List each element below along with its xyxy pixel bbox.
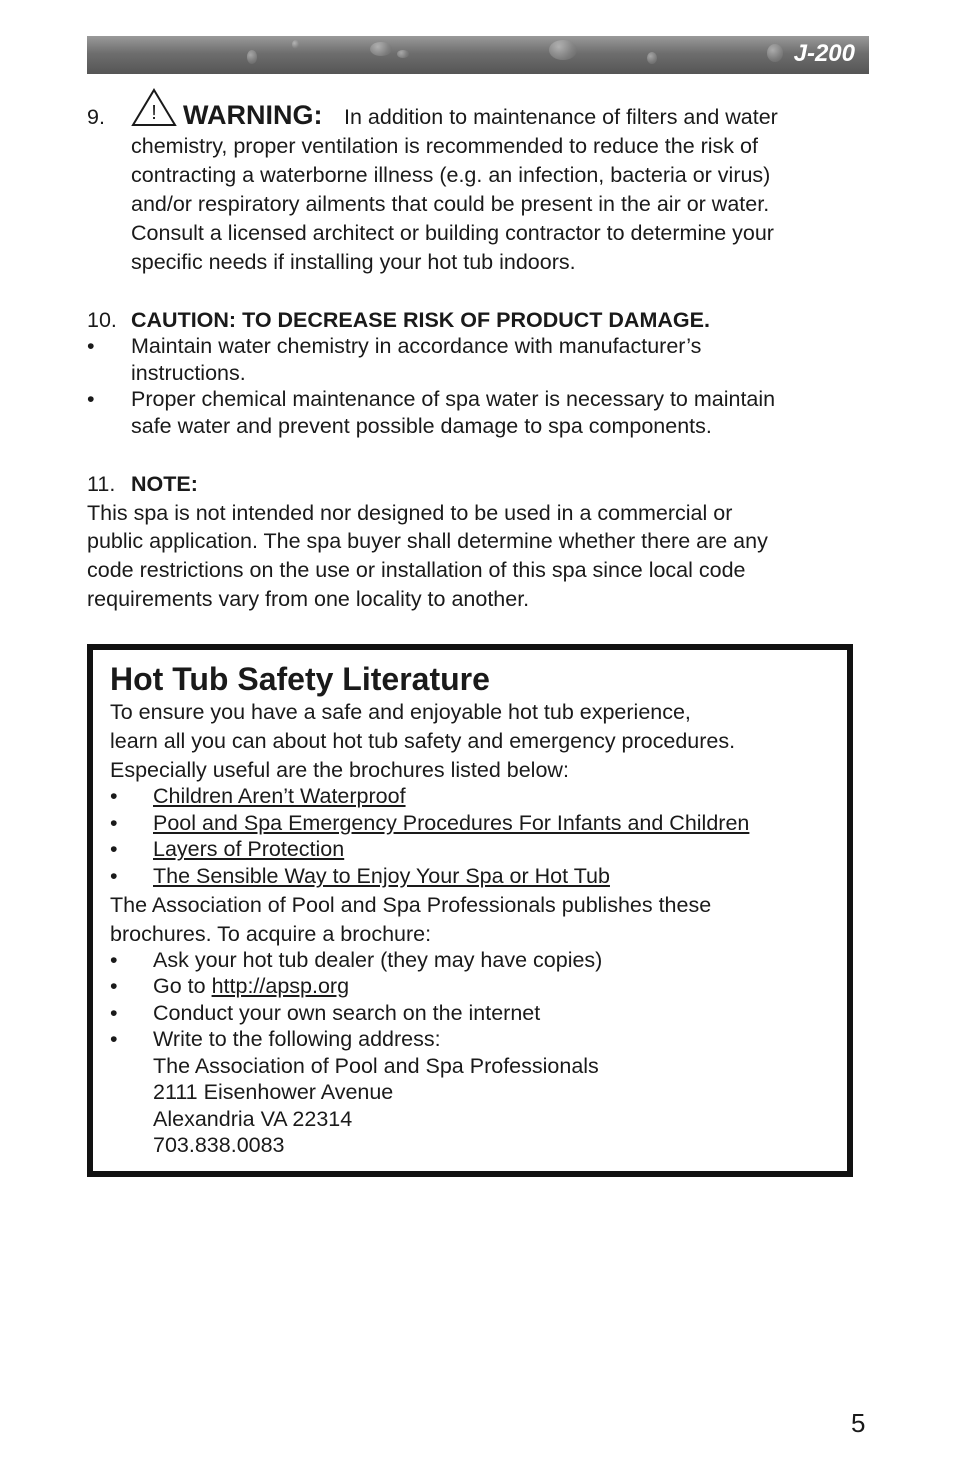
water-drop-decoration [647,52,657,64]
warning-triangle-icon [131,88,177,128]
brochure-link[interactable]: Layers of Protection [153,837,345,861]
warning-text-line: In addition to maintenance of filters and water [344,105,778,129]
bullet-marker: • [110,1027,118,1051]
apsp-website-link[interactable]: http://apsp.org [211,974,350,998]
caution-bullet-text: Maintain water chemistry in accordance with manufacturer’s [131,334,702,358]
acquire-option-dealer: Ask your hot tub dealer (they may have copies) [153,948,603,972]
address-line: 2111 Eisenhower Avenue [153,1080,394,1104]
water-drop-decoration [767,44,783,62]
page-number: 5 [851,1408,866,1438]
bullet-marker: • [110,811,118,835]
address-line: The Association of Pool and Spa Professionals [153,1054,599,1078]
bullet-marker: • [110,1001,118,1025]
warning-glyph: ! [151,102,157,124]
bullet-marker: • [110,948,118,972]
warning-label: WARNING: [183,100,323,130]
warning-text-line: contracting a waterborne illness (e.g. an infection, bacteria or virus) [131,163,771,187]
address-phone: 703.838.0083 [153,1133,285,1157]
bullet-marker: • [110,974,118,998]
note-text-line: public application. The spa buyer shall determine whether there are any [87,529,768,553]
note-text-line: code restrictions on the use or installation of this spa since local code [87,558,746,582]
brochure-link[interactable]: Pool and Spa Emergency Procedures For Infants and Children [153,811,750,835]
item-number: 11. [87,472,116,496]
note-heading: NOTE: [131,472,198,496]
water-drop-decoration [397,50,409,58]
caution-bullet-text: Proper chemical maintenance of spa water is necessary to maintain [131,387,776,411]
water-drop-decoration [247,50,257,64]
water-drop-decoration [292,40,299,49]
water-drop-decoration [549,40,577,60]
bullet-marker: • [110,837,118,861]
safety-literature-title: Hot Tub Safety Literature [110,661,490,697]
caution-bullet-text: instructions. [131,361,246,385]
bullet-marker: • [110,784,118,808]
address-line: Alexandria VA 22314 [153,1107,353,1131]
warning-text-line: and/or respiratory ailments that could be present in the air or water. [131,192,770,216]
item-number: 10. [87,308,117,332]
publisher-text-line: brochures. To acquire a brochure: [110,922,432,946]
item-number: 9. [87,105,105,129]
model-label: J-200 [793,40,855,67]
bullet-marker: • [110,864,118,888]
caution-bullet-text: safe water and prevent possible damage to spa components. [131,414,712,438]
header-bar [87,36,869,74]
acquire-option-search: Conduct your own search on the internet [153,1001,541,1025]
bullet-marker: • [87,334,95,358]
intro-text-line: Especially useful are the brochures listed below: [110,758,569,782]
caution-heading: CAUTION: TO DECREASE RISK OF PRODUCT DAMAGE. [131,308,710,332]
warning-text-line: Consult a licensed architect or building contractor to determine your [131,221,774,245]
warning-text-line: chemistry, proper ventilation is recommended to reduce the risk of [131,134,758,158]
water-drop-decoration [370,42,392,56]
note-text-line: This spa is not intended nor designed to be used in a commercial or [87,501,733,525]
acquire-option-goto [153,973,349,1000]
intro-text-line: To ensure you have a safe and enjoyable hot tub experience, [110,700,691,724]
brochure-link[interactable]: The Sensible Way to Enjoy Your Spa or Hot Tub [153,864,610,888]
brochure-link[interactable]: Children Aren’t Waterproof [153,784,406,808]
warning-text-line: specific needs if installing your hot tub indoors. [131,250,576,274]
intro-text-line: learn all you can about hot tub safety and emergency procedures. [110,729,736,753]
acquire-option-write: Write to the following address: [153,1027,441,1051]
goto-prefix: Go to [153,974,206,998]
bullet-marker: • [87,387,95,411]
publisher-text-line: The Association of Pool and Spa Professionals publishes these [110,893,712,917]
note-text-line: requirements vary from one locality to another. [87,587,530,611]
